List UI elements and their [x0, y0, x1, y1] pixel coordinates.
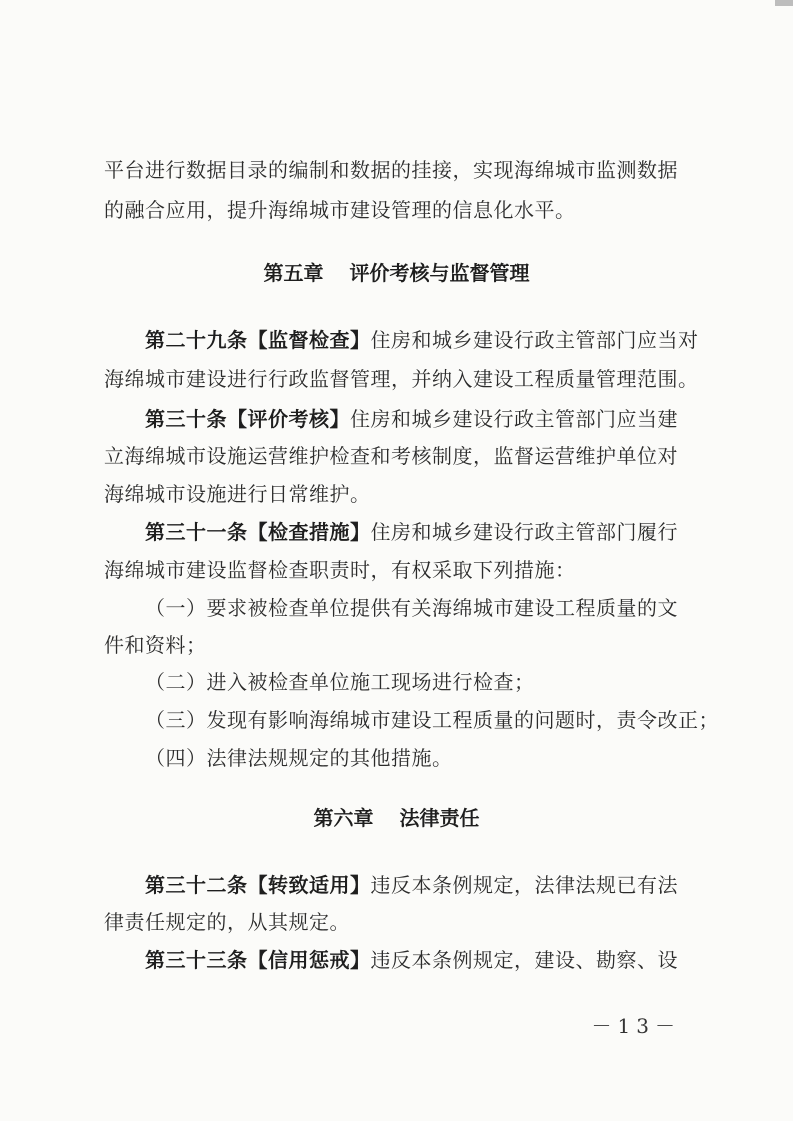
- article-text: 住房和城乡建设行政主管部门应当建: [350, 407, 678, 431]
- body-line: 海绵城市设施进行日常维护。: [104, 482, 371, 506]
- article-33: [145, 945, 694, 975]
- article-label: 第三十三条【信用惩戒】: [145, 948, 371, 972]
- chapter-title: 法律责任: [399, 806, 480, 830]
- article-text: 住房和城乡建设行政主管部门履行: [370, 520, 678, 544]
- article-31: [145, 517, 694, 547]
- chapter-number: 第五章: [263, 261, 324, 285]
- article-label: 第三十二条【转致适用】: [145, 873, 371, 897]
- body-line: 平台进行数据目录的编制和数据的挂接，实现海绵城市监测数据: [104, 158, 678, 182]
- body-line: 律责任规定的，从其规定。: [104, 910, 350, 934]
- chapter-heading: [0, 803, 793, 833]
- body-line: 海绵城市建设进行行政监督管理，并纳入建设工程质量管理范围。: [104, 367, 699, 391]
- article-label: 第三十条【评价考核】: [145, 407, 350, 431]
- body-line: 的融合应用，提升海绵城市建设管理的信息化水平。: [104, 198, 576, 222]
- list-item: （一）要求被检查单位提供有关海绵城市建设工程质量的文: [145, 596, 678, 620]
- chapter-number: 第六章: [313, 806, 374, 830]
- page-number: －13－: [591, 1014, 681, 1038]
- article-text: 住房和城乡建设行政主管部门应当对: [370, 328, 699, 352]
- scan-corner-mark: [775, 0, 793, 6]
- article-29: [145, 325, 699, 355]
- article-32: [145, 870, 694, 900]
- body-line: 海绵城市建设监督检查职责时，有权采取下列措施：: [104, 558, 576, 582]
- chapter-heading: [0, 258, 793, 288]
- list-item: （四）法律法规规定的其他措施。: [145, 746, 453, 770]
- body-line: 件和资料；: [104, 633, 207, 657]
- article-text: 违反本条例规定，建设、勘察、设: [370, 948, 678, 972]
- body-line: 立海绵城市设施运营维护检查和考核制度，监督运营维护单位对: [104, 444, 678, 468]
- chapter-title: 评价考核与监督管理: [349, 261, 530, 285]
- article-label: 第三十一条【检查措施】: [145, 520, 371, 544]
- list-item: （三）发现有影响海绵城市建设工程质量的问题时，责令改正；: [145, 708, 719, 732]
- article-label: 第二十九条【监督检查】: [145, 328, 371, 352]
- article-30: [145, 404, 694, 434]
- article-text: 违反本条例规定，法律法规已有法: [370, 873, 678, 897]
- list-item: （二）进入被检查单位施工现场进行检查；: [145, 670, 535, 694]
